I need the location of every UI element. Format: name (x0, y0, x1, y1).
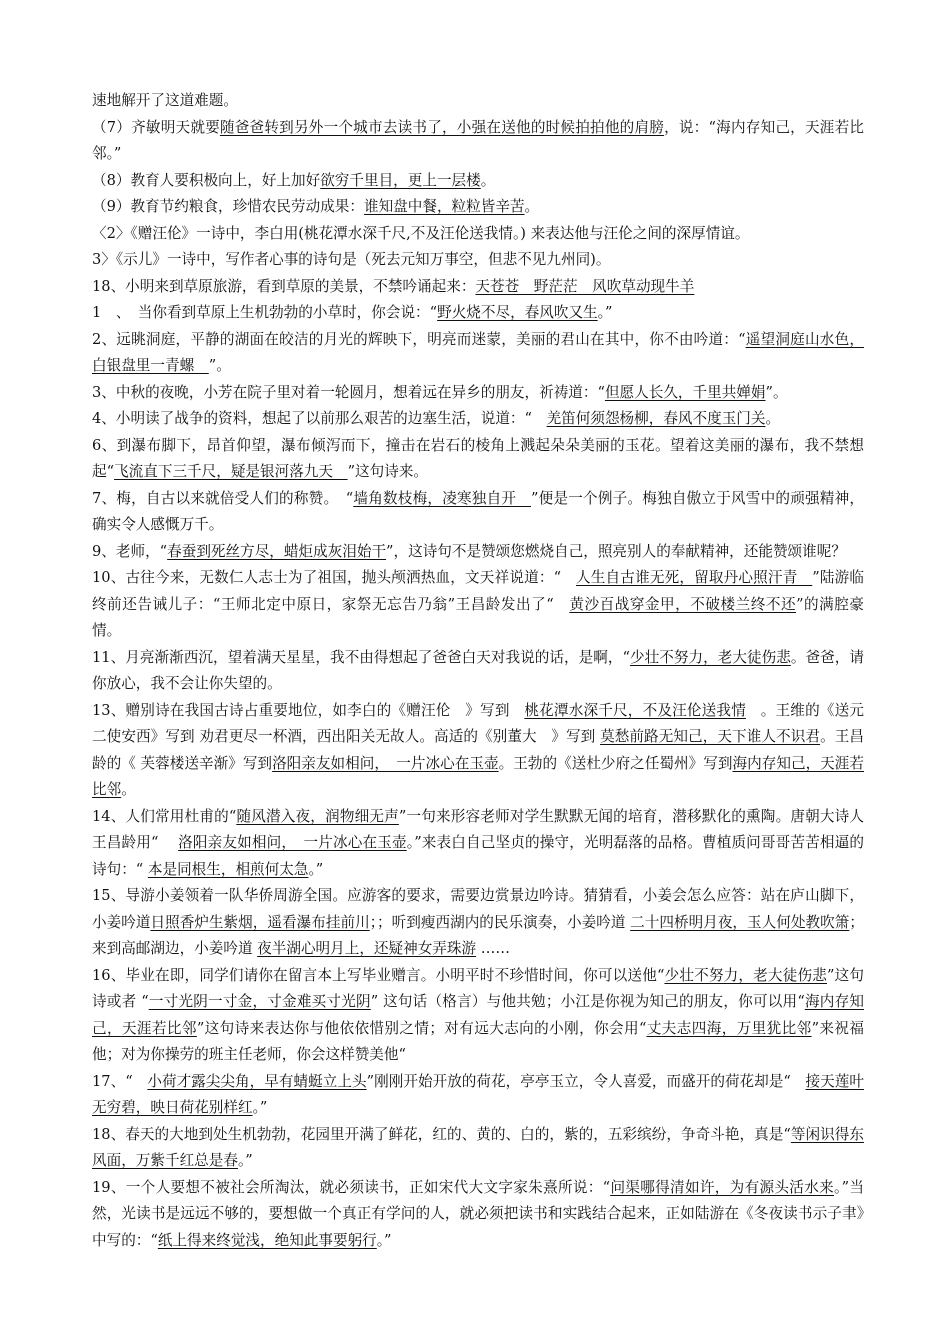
underlined-answer: 一寸光阴一寸金，寸金难买寸光阴 (148, 993, 371, 1010)
text-run: 17、“ (92, 1072, 148, 1090)
underlined-answer: 春蚕到死丝方尽，蜡炬成灰泪始干 (167, 542, 387, 560)
paragraph (92, 486, 864, 539)
underlined-answer: 欲穷千里目，更上一层楼 (320, 171, 481, 189)
text-run: ”来祝福他；对为你操劳的班主任老师，你会这样赞美他“ (92, 1019, 864, 1063)
underlined-answer: 莫愁前路无知己，天下谁人不识君 (600, 728, 821, 745)
text-run: ”便是一个例子。梅独自傲立于风雪中的顽强精神，确实令人感慨万千。 (92, 489, 864, 533)
underlined-answer: 天苍苍 野茫茫 风吹草动现牛羊 (475, 277, 695, 295)
text-run: 。” (597, 304, 613, 321)
text-run: 11、月亮渐渐西沉，望着满天星星，我不由得想起了爸爸白天对我说的话，是啊，“ (92, 648, 630, 666)
paragraph (92, 300, 864, 327)
paragraph (92, 194, 864, 221)
text-run: 9、老师，“ (92, 542, 168, 560)
paragraph (92, 433, 864, 486)
text-run: ”。 (765, 383, 788, 401)
text-run: 。” (252, 1099, 268, 1116)
text-run: ”。 (208, 357, 231, 374)
underlined-answer: 飞流直下三千尺，疑是银河落九天 (114, 463, 348, 480)
text-run: 。” (376, 1231, 392, 1249)
underlined-answer: 海内存知己，天涯若比邻 (92, 993, 864, 1037)
underlined-answer: 纸上得来终觉浅，绝知此事要躬行 (157, 1231, 377, 1249)
underlined-answer: 遥望洞庭山水色，白银盘里一青螺 (92, 330, 864, 374)
underlined-answer: 少壮不努力，老大徒伤悲 (664, 966, 827, 984)
underlined-answer: 谁知盘中餐，粒粒皆辛苦 (363, 198, 525, 215)
underlined-answer: 随风潜入夜，润物细无声 (236, 807, 399, 825)
paragraph (92, 1122, 864, 1175)
text-run: ”这句诗或者 “ (92, 966, 864, 1010)
text-run: 2、远眺洞庭，平静的湖面在皎洁的月光的辉映下，明亮而迷蒙，美丽的君山在其中，你不由吟道：“ (92, 330, 746, 348)
underlined-answer: 人生自古谁无死，留取丹心照汗青 (576, 569, 813, 586)
underlined-answer: 小荷才露尖尖角，早有蜻蜓立上头 (147, 1072, 367, 1090)
text-run: 6、到瀑布脚下，昂首仰望，瀑布倾泻而下，撞击在岩石的棱角上溅起朵朵美丽的玉花。望着这美丽的瀑布，我不禁想起“ (92, 436, 864, 480)
paragraph (92, 327, 864, 380)
underlined-answer: 野火烧不尽，春风吹又生 (437, 304, 598, 321)
text-run: 18、小明来到草原旅游，看到草原的美景，不禁吟诵起来： (92, 277, 476, 295)
underlined-answer: 二十四桥明月夜，玉人何处教吹箫 (630, 913, 850, 931)
paragraph (92, 1069, 864, 1122)
text-run: 。”来表白自己坚贞的操守，光明磊落的品格。曹植质问哥哥苦苦相逼的诗句：“ (92, 834, 864, 878)
paragraph (92, 883, 864, 963)
text-run: ；；听到瘦西湖内的民乐演奏，小姜吟道 (369, 913, 631, 931)
underlined-answer: 夜半湖心明月上，还疑神女弄珠游 (257, 940, 477, 957)
text-run: ”，这诗句不是赞颂您燃烧自己，照亮别人的奉献精神，还能赞颂谁呢？ (386, 542, 846, 560)
underlined-answer: 接天莲叶无穷碧，映日荷花别样红 (92, 1072, 864, 1116)
text-run: 15、导游小姜领着一队华侨周游全国。应游客的要求，需要边赏景边吟诗。猜猜看，小姜会怎么应答：站在庐山脚下，小姜吟道 (92, 887, 864, 931)
paragraph (92, 88, 864, 115)
text-run: 。王勃的《送杜少府之任蜀州》写到 (498, 754, 733, 772)
text-run: 。”当然，光读书是远远不够的，要想做一个真正有学问的人，就必须把读书和实践结合起来，正如陆游在《冬夜读书示子聿》中写的：“ (92, 1178, 864, 1249)
paragraph (92, 380, 864, 407)
text-run: ；来到高邮湖边，小姜吟道 (92, 913, 864, 957)
text-run: 。 (524, 198, 540, 215)
text-run: （7）齐敏明天就要 (92, 118, 220, 136)
text-run: ，说：“海内存知己，天涯若比邻。” (92, 118, 864, 162)
text-run: 10、古往今来，无数仁人志士为了祖国，抛头颅洒热血，文天祥说道：“ (92, 569, 577, 586)
text-run: …… (476, 940, 510, 957)
underlined-answer: 海内存知己，天涯若比邻 (92, 754, 865, 798)
text-run: 19、一个人要想不被社会所淘汰，就必须读书，正如宋代大文字家朱熹所说：“ (92, 1178, 611, 1196)
underlined-answer: 墙角数枝梅，凌寒独自开 (353, 489, 531, 507)
paragraph (92, 645, 864, 698)
text-run: 。 (480, 171, 496, 189)
text-run: 18、春天的大地到处生机勃勃，花园里开满了鲜花，红的、黄的、白的，紫的，五彩缤纷，争奇斗艳，真是“ (92, 1125, 791, 1143)
underlined-answer: 本是同根生，相煎何太急 (147, 860, 309, 878)
text-run: ” 这句话（格言）与他共勉；小江是你视为知己的朋友，你可以用“ (370, 993, 805, 1010)
text-run: 3〉《示儿》一诗中，写作者心事的诗句是（死去元知万事空，但悲不见九州同)。 (92, 251, 611, 268)
paragraph (92, 274, 864, 301)
text-run: ”刚刚开始开放的荷花，亭亭玉立，令人喜爱，而盛开的荷花却是“ (366, 1072, 806, 1090)
underlined-answer: 等闲识得东风面，万紫千红总是春 (92, 1125, 864, 1169)
text-run: 。” (237, 1152, 253, 1169)
paragraph (92, 698, 864, 804)
text-run: 16、毕业在即，同学们请你在留言本上写毕业赠言。小明平时不珍惜时间，你可以送他“ (92, 966, 665, 984)
text-run: （9）教育节约粮食，珍惜农民劳动成果： (92, 198, 364, 215)
text-run: 1 、 当你看到草原上生机勃勃的小草时，你会说：“ (92, 304, 438, 321)
paragraph (92, 963, 864, 1069)
paragraph (92, 406, 864, 433)
paragraph (92, 539, 864, 566)
underlined-answer: 洛阳亲友如相问， 一片冰心在玉壶 (178, 834, 407, 851)
text-run: 。 (765, 410, 781, 427)
text-run: （8）教育人要积极向上，好上加好 (92, 171, 321, 189)
text-run: 。王昌龄的《 芙蓉楼送辛渐》写到 (92, 728, 864, 772)
text-run: 13、赠别诗在我国古诗占重要地位，如李白的《赠汪伦 》写到 (92, 701, 525, 719)
text-run: ”一句来形容老师对学生默默无闻的培育，潜移默化的熏陶。唐朝大诗人王昌龄用“ (92, 807, 864, 851)
text-run: ”陆游临终前还告诫儿子：“王师北定中原日，家祭无忘告乃翁”王昌龄发出了“ (92, 569, 864, 613)
text-run: 4、小明读了战争的资料，想起了以前那么艰苦的边塞生活，说道：“ (92, 410, 547, 427)
underlined-answer: 丈夫志四海，万里犹比邻 (646, 1019, 812, 1037)
paragraph (92, 115, 864, 168)
paragraph (92, 804, 864, 884)
text-run: ”这句诗来表达你与他依依惜别之情；对有远大志向的小刚，你会用“ (196, 1019, 647, 1037)
text-run: ”这句诗来。 (347, 463, 429, 480)
underlined-answer: 羌笛何须怨杨柳，春风不度玉门关 (546, 410, 766, 427)
text-run: 〈2〉《赠汪伦》一诗中，李白用(桃花潭水深千尺,不及汪伦送我情。) 来表达他与汪伦之间的深厚情谊。 (92, 224, 750, 242)
text-run: 。” (308, 860, 324, 878)
text-run: 3、中秋的夜晚，小芳在院子里对着一轮圆月，想着远在异乡的朋友，祈祷道：“ (92, 383, 605, 401)
underlined-answer: 黄沙百战穿金甲，不破楼兰终不还 (569, 595, 797, 613)
underlined-answer: 问渠哪得清如许，为有源头活水来 (610, 1178, 834, 1196)
underlined-answer: 日照香炉生紫烟，遥看瀑布挂前川 (150, 913, 370, 931)
underlined-answer: 但愿人长久，千里共婵娟 (604, 383, 766, 401)
underlined-answer: 桃花潭水深千尺，不及汪伦送我情 (524, 701, 746, 719)
paragraph (92, 168, 864, 195)
underlined-answer: 少壮不努力，老大徒伤悲 (629, 648, 791, 666)
text-run: ”的满腔豪情。 (92, 595, 864, 639)
text-run: 7、梅，自古以来就倍受人们的称赞。 “ (92, 489, 354, 507)
underlined-answer: 随爸爸转到另外一个城市去读书了，小强在送他的时候拍拍他的肩膀 (219, 118, 665, 136)
paragraph (92, 221, 864, 248)
text-run: 。王维的《送元二使安西》写到 劝君更尽一杯酒，西出阳关无故人。高适的《别董大 》写到 (92, 701, 864, 745)
text-run: 。爸爸，请你放心，我不会让你失望的。 (92, 648, 864, 692)
text-run: 。 (121, 781, 136, 798)
paragraph (92, 247, 864, 274)
document-body (92, 88, 864, 1254)
text-run: 14、人们常用杜甫的“ (92, 807, 237, 825)
paragraph (92, 1175, 864, 1255)
paragraph (92, 565, 864, 645)
text-run: 速地解开了这道难题。 (92, 92, 238, 109)
underlined-answer: 洛阳亲友如相问， 一片冰心在玉壶 (272, 754, 499, 772)
